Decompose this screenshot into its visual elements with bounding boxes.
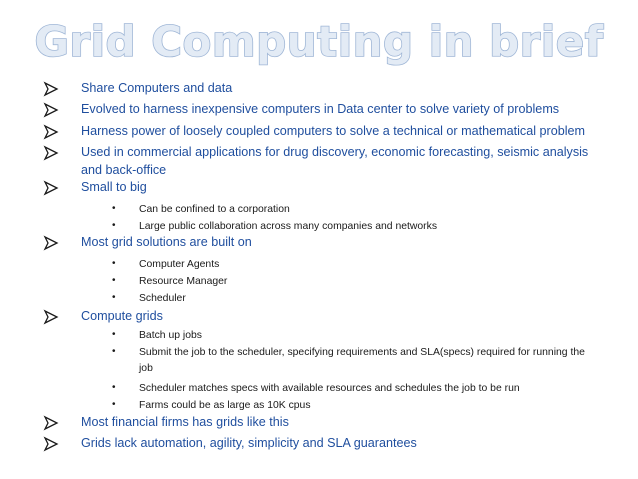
sub-bullet-item: Batch up jobs: [139, 330, 202, 341]
bullet-item: Grids lack automation, agility, simplicity and SLA guarantees: [81, 436, 417, 450]
bullet-item: Compute grids: [81, 309, 163, 323]
sub-bullet-item: Scheduler: [139, 293, 186, 304]
bullet-item: Small to big: [81, 180, 147, 194]
slide-title-text: Grid Computing in brief: [34, 17, 604, 66]
sub-bullet-dot: •: [112, 220, 116, 231]
bullet-item: Most grid solutions are built on: [81, 235, 252, 249]
arrowhead-bullet-icon: [44, 236, 58, 250]
sub-bullet-dot: •: [112, 399, 116, 410]
bullet-item: Used in commercial applications for drug discovery, economic forecasting, seismic analysis and back-office: [81, 145, 589, 177]
sub-bullet-dot: •: [112, 275, 116, 286]
sub-bullet-dot: •: [112, 382, 116, 393]
sub-bullet-dot: •: [112, 329, 116, 340]
arrowhead-bullet-icon: [44, 82, 58, 96]
bullet-item: Harness power of loosely coupled computers to solve a technical or mathematical problem: [81, 124, 585, 138]
sub-bullet-item: Submit the job to the scheduler, specifying requirements and SLA(specs) required for running the job: [139, 347, 585, 374]
sub-bullet-item: Large public collaboration across many companies and networks: [139, 221, 438, 232]
bullet-item: Most financial firms has grids like this: [81, 415, 289, 429]
arrowhead-bullet-icon: [44, 125, 58, 139]
sub-bullet-item: Farms could be as large as 10K cpus: [139, 400, 311, 411]
arrowhead-bullet-icon: [44, 103, 58, 117]
arrowhead-bullet-icon: [44, 181, 58, 195]
sub-bullet-dot: •: [112, 258, 116, 269]
arrowhead-bullet-icon: [44, 146, 58, 160]
sub-bullet-dot: •: [112, 292, 116, 303]
bullet-item: Share Computers and data: [81, 81, 233, 95]
sub-bullet-item: Computer Agents: [139, 259, 220, 270]
arrowhead-bullet-icon: [44, 437, 58, 451]
sub-bullet-item: Resource Manager: [139, 276, 228, 287]
arrowhead-bullet-icon: [44, 310, 58, 324]
sub-bullet-dot: •: [112, 346, 116, 357]
sub-bullet-item: Can be confined to a corporation: [139, 204, 290, 215]
arrowhead-bullet-icon: [44, 416, 58, 430]
sub-bullet-item: Scheduler matches specs with available resources and schedules the job to be run: [139, 383, 520, 394]
sub-bullet-dot: •: [112, 203, 116, 214]
bullet-item: Evolved to harness inexpensive computers in Data center to solve variety of problems: [81, 102, 560, 116]
